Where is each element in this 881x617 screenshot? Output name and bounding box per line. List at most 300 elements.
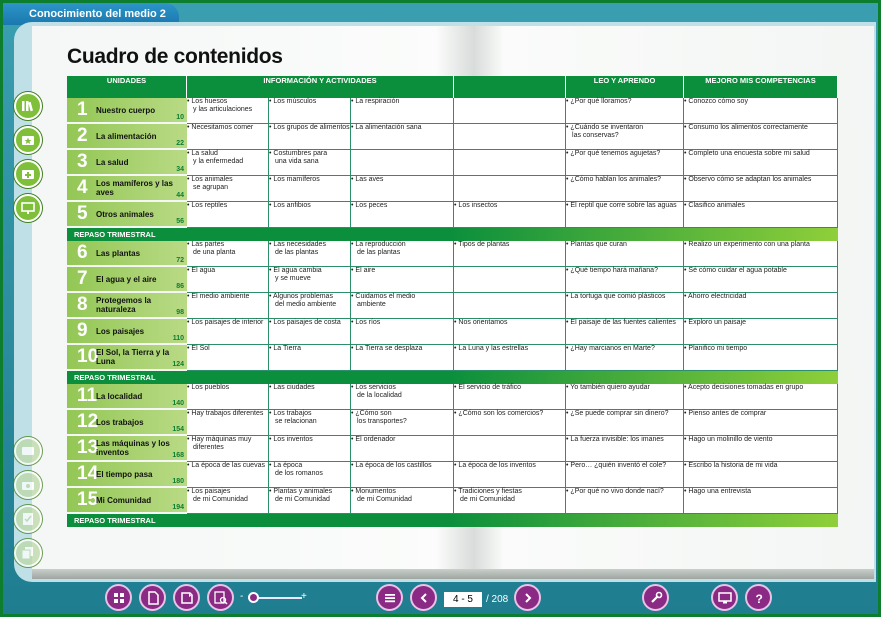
cell-text: de la localidad <box>357 392 402 399</box>
cell-info-1 <box>187 241 269 267</box>
cell-text: • Escribo la historia de mi vida <box>684 462 837 470</box>
cell-text: de mi Comunidad <box>275 496 330 503</box>
unit-name: Las máquinas y los inventos <box>96 439 170 457</box>
cell-info-2 <box>269 124 351 150</box>
cell-info-4 <box>454 319 566 345</box>
cell-text: • ¿Se puede comprar sin dinero? <box>566 410 683 418</box>
cell-text: • Los paisajes de interior <box>187 319 268 327</box>
cell-info-3 <box>351 241 454 267</box>
cell-text: • Sé cómo cuidar el agua potable <box>684 267 837 275</box>
cell-info-2 <box>269 488 351 514</box>
unit-page: 10 <box>176 114 184 121</box>
table-row <box>67 241 838 267</box>
cell-text: • La respiración <box>351 98 453 106</box>
cell-info-3 <box>351 293 454 319</box>
copy-button[interactable] <box>14 539 42 567</box>
cell-info-3 <box>351 462 454 488</box>
header-leo: LEO Y APRENDO <box>566 76 684 98</box>
unit-number: 14 <box>77 463 99 484</box>
keyboard-icon <box>21 444 35 458</box>
unit-cell[interactable] <box>67 267 187 293</box>
cell-text: • Monumentos <box>351 488 453 496</box>
unit-number: 15 <box>77 489 99 510</box>
cell-text: • Tradiciones y fiestas <box>454 488 565 496</box>
cell-text: se agrupan <box>193 184 229 191</box>
cell-text: • Las partes <box>187 241 268 249</box>
cell-text: • ¿Hay marcianos en Marte? <box>566 345 683 353</box>
unit-page: 72 <box>176 257 184 264</box>
cell-text: • ¿Cómo hablan los animales? <box>566 176 683 184</box>
cell-text: • La alimentación sana <box>351 124 453 132</box>
cell-info-1 <box>187 150 269 176</box>
cell-mejoro <box>684 98 838 124</box>
grid-icon <box>112 591 126 605</box>
unit-number: 8 <box>77 294 88 315</box>
zoom-slider-handle[interactable] <box>248 592 259 603</box>
library-button[interactable] <box>14 92 42 120</box>
unit-cell[interactable] <box>67 293 187 319</box>
book-edge <box>32 569 874 579</box>
cell-text: y la enfermedad <box>193 158 244 165</box>
cell-text: • Los peces <box>351 202 453 210</box>
cell-info-2 <box>269 202 351 228</box>
cell-text: • Los trabajos <box>269 410 350 418</box>
cell-info-3 <box>351 267 454 293</box>
cell-leo <box>566 319 684 345</box>
zoom-slider-track[interactable] <box>252 597 302 599</box>
index-button[interactable] <box>376 584 403 611</box>
unit-cell[interactable] <box>67 150 187 176</box>
cell-text: • Hay máquinas muy <box>187 436 268 444</box>
page-number-input[interactable] <box>444 592 482 607</box>
unit-cell[interactable] <box>67 410 187 436</box>
cell-info-1 <box>187 436 269 462</box>
grid-view-button[interactable] <box>105 584 132 611</box>
table-row <box>67 98 838 124</box>
star-folder-icon <box>21 133 35 147</box>
unit-number: 7 <box>77 268 88 289</box>
add-resource-button[interactable] <box>14 160 42 188</box>
unit-name: Mi Comunidad <box>96 495 152 505</box>
unit-page: 86 <box>176 283 184 290</box>
unit-cell[interactable] <box>67 345 187 371</box>
cell-info-2 <box>269 345 351 371</box>
unit-cell[interactable] <box>67 384 187 410</box>
cell-leo <box>566 176 684 202</box>
cell-mejoro <box>684 202 838 228</box>
cell-text: • El reptil que corre sobre las aguas <box>566 202 683 210</box>
unit-name: Protegemos la naturaleza <box>96 296 152 314</box>
cell-info-1 <box>187 98 269 124</box>
zoom-page-button[interactable] <box>207 584 234 611</box>
next-page-button[interactable] <box>514 584 541 611</box>
cell-info-3 <box>351 202 454 228</box>
cell-mejoro <box>684 384 838 410</box>
projector-button[interactable] <box>711 584 738 611</box>
add-folder-icon <box>21 167 35 181</box>
table-row <box>67 124 838 150</box>
cell-text: • Acepto decisiones tomadas en grupo <box>684 384 837 392</box>
list-icon <box>383 591 397 605</box>
cell-info-4 <box>454 345 566 371</box>
cell-text: • Costumbres para <box>269 150 350 158</box>
unit-page: 110 <box>172 335 184 342</box>
cell-text: • La salud <box>187 150 268 158</box>
table-row <box>67 462 838 488</box>
header-informacion-extra <box>454 76 566 98</box>
cell-info-4 <box>454 267 566 293</box>
unit-cell[interactable] <box>67 436 187 462</box>
unit-cell[interactable] <box>67 462 187 488</box>
unit-cell[interactable] <box>67 488 187 514</box>
unit-number: 3 <box>77 151 88 172</box>
cell-mejoro <box>684 488 838 514</box>
cell-text: • Las ciudades <box>269 384 350 392</box>
cell-text: las conservas? <box>572 132 619 139</box>
cell-text: • ¿Por qué tenemos agujetas? <box>566 150 683 158</box>
cell-info-3 <box>351 124 454 150</box>
cell-info-1 <box>187 410 269 436</box>
cell-info-2 <box>269 150 351 176</box>
unit-page: 194 <box>172 504 184 511</box>
cell-text: de una planta <box>193 249 236 256</box>
cell-text: diferentes <box>193 444 224 451</box>
unit-name: Otros animales <box>96 209 154 219</box>
cell-text: ambiente <box>357 301 386 308</box>
cell-text: • El agua <box>187 267 268 275</box>
cell-leo <box>566 267 684 293</box>
cell-text: • La Luna y las estrellas <box>454 345 565 353</box>
cell-info-4 <box>454 176 566 202</box>
cell-text: • Necesitamos comer <box>187 124 268 132</box>
cell-mejoro <box>684 267 838 293</box>
cell-text: • La época <box>269 462 350 470</box>
header-mejoro: MEJORO MIS COMPETENCIAS <box>684 76 838 98</box>
cell-text: • Los insectos <box>454 202 565 210</box>
cell-text: • El agua cambia <box>269 267 350 275</box>
unit-name: El Sol, la Tierra y la Luna <box>96 348 170 366</box>
cell-text: • Nos orientamos <box>454 319 565 327</box>
unit-name: Los trabajos <box>96 417 144 427</box>
cell-text: • ¿Por qué no vivo donde nací? <box>566 488 683 496</box>
cell-info-1 <box>187 488 269 514</box>
unit-number: 2 <box>77 125 88 146</box>
contents-table <box>67 76 838 527</box>
table-row <box>67 488 838 514</box>
unit-number: 1 <box>77 99 88 120</box>
unit-cell[interactable] <box>67 241 187 267</box>
camera-icon <box>21 478 35 492</box>
cell-text: • La tortuga que comió plásticos <box>566 293 683 301</box>
single-page-button[interactable] <box>139 584 166 611</box>
cell-text: una vida sana <box>275 158 319 165</box>
cell-text: • Los anfibios <box>269 202 350 210</box>
cell-info-1 <box>187 202 269 228</box>
cell-text: • Los ríos <box>351 319 453 327</box>
cell-text: • ¿Cómo son los comercios? <box>454 410 565 418</box>
repaso-label[interactable]: REPASO TRIMESTRAL <box>67 514 838 527</box>
unit-page: 34 <box>176 166 184 173</box>
cell-text: • Clasifico animales <box>684 202 837 210</box>
wrench-icon <box>649 591 663 605</box>
tools-button[interactable] <box>642 584 669 611</box>
cell-text: • La reproducción <box>351 241 453 249</box>
question-icon <box>752 591 766 605</box>
cell-info-4 <box>454 241 566 267</box>
cell-text: • Plantas que curan <box>566 241 683 249</box>
cell-text: • Los servicios <box>351 384 453 392</box>
cell-mejoro <box>684 319 838 345</box>
cell-leo <box>566 384 684 410</box>
cell-mejoro <box>684 345 838 371</box>
cell-info-2 <box>269 241 351 267</box>
cell-text: • Conozco cómo soy <box>684 98 837 106</box>
cell-mejoro <box>684 176 838 202</box>
cell-info-4 <box>454 124 566 150</box>
cell-text: de los romanos <box>275 470 323 477</box>
cell-info-2 <box>269 176 351 202</box>
unit-name: Los mamíferos y las aves <box>96 179 173 197</box>
camera-button[interactable] <box>14 471 42 499</box>
cell-leo <box>566 98 684 124</box>
cell-text: • Los grupos de alimentos <box>269 124 350 132</box>
cell-info-3 <box>351 98 454 124</box>
table-row <box>67 202 838 228</box>
cell-text: de mi Comunidad <box>193 496 248 503</box>
unit-name: Los paisajes <box>96 326 145 336</box>
table-row <box>67 176 838 202</box>
repaso-label[interactable]: REPASO TRIMESTRAL <box>67 371 838 384</box>
library-icon <box>21 99 35 113</box>
cell-leo <box>566 124 684 150</box>
cell-text: • El paisaje de las fuentes calientes <box>566 319 683 327</box>
cell-mejoro <box>684 436 838 462</box>
cell-text: del medio ambiente <box>275 301 337 308</box>
cell-text: • Los reptiles <box>187 202 268 210</box>
cell-text: • Pero… ¿quién inventó el cole? <box>566 462 683 470</box>
cell-text: • ¿Cómo son <box>351 410 453 418</box>
cell-text: los transportes? <box>357 418 407 425</box>
screen-icon <box>21 201 35 215</box>
cell-leo <box>566 202 684 228</box>
cell-text: • Hay trabajos diferentes <box>187 410 268 418</box>
cell-mejoro <box>684 150 838 176</box>
unit-cell[interactable] <box>67 202 187 228</box>
unit-cell[interactable] <box>67 124 187 150</box>
cell-text: • Cuidamos el medio <box>351 293 453 301</box>
cell-info-4 <box>454 202 566 228</box>
cell-info-2 <box>269 436 351 462</box>
cell-text: • El medio ambiente <box>187 293 268 301</box>
unit-number: 11 <box>77 385 98 406</box>
header-unidades: UNIDADES <box>67 76 187 98</box>
unit-number: 6 <box>77 242 88 263</box>
cell-info-2 <box>269 293 351 319</box>
chevron-left-icon <box>417 591 431 605</box>
cell-info-4 <box>454 150 566 176</box>
svg-text:?: ? <box>755 592 763 605</box>
cell-text: • Algunos problemas <box>269 293 350 301</box>
unit-page: 22 <box>176 140 184 147</box>
cell-text: • La época de los inventos <box>454 462 565 470</box>
presentation-button[interactable] <box>14 194 42 222</box>
cell-info-1 <box>187 293 269 319</box>
cell-info-3 <box>351 319 454 345</box>
cell-text: • Las aves <box>351 176 453 184</box>
cell-info-2 <box>269 384 351 410</box>
cell-text: • Los huesos <box>187 98 268 106</box>
keyboard-button[interactable] <box>14 437 42 465</box>
unit-number: 4 <box>77 177 88 198</box>
cell-text: de mi Comunidad <box>460 496 515 503</box>
cell-text: y se mueve <box>275 275 311 282</box>
zoom-in-label[interactable]: + <box>301 591 307 602</box>
cell-text: • La Tierra se desplaza <box>351 345 453 353</box>
unit-number: 10 <box>77 346 99 367</box>
cell-text: • Tipos de plantas <box>454 241 565 249</box>
header-informacion: INFORMACIÓN Y ACTIVIDADES <box>187 76 454 98</box>
cell-info-1 <box>187 384 269 410</box>
page-title: Cuadro de contenidos <box>67 45 283 68</box>
cell-leo <box>566 345 684 371</box>
cell-info-2 <box>269 267 351 293</box>
unit-page: 168 <box>172 452 184 459</box>
repaso-row <box>67 514 838 527</box>
cell-text: de las plantas <box>357 249 401 256</box>
cell-text: • Los paisajes <box>187 488 268 496</box>
cell-info-1 <box>187 124 269 150</box>
table-row <box>67 319 838 345</box>
zoom-page-icon <box>214 591 228 605</box>
page-icon <box>146 591 160 605</box>
cell-text: • La fuerza invisible: los imanes <box>566 436 683 444</box>
table-row <box>67 384 838 410</box>
cell-text: • Hago una entrevista <box>684 488 837 496</box>
cell-info-1 <box>187 176 269 202</box>
chevron-right-icon <box>521 591 535 605</box>
monitor-icon <box>718 591 732 605</box>
unit-name: Las plantas <box>96 248 141 258</box>
cell-text: • Hago un molinillo de viento <box>684 436 837 444</box>
bookmark-icon <box>180 591 194 605</box>
cell-info-1 <box>187 345 269 371</box>
help-button[interactable] <box>745 584 772 611</box>
cell-info-1 <box>187 319 269 345</box>
repaso-label[interactable]: REPASO TRIMESTRAL <box>67 228 838 241</box>
table-row <box>67 436 838 462</box>
cell-leo <box>566 488 684 514</box>
page-total: / 208 <box>486 594 509 605</box>
cell-info-3 <box>351 176 454 202</box>
cell-text: • Planifico mi tiempo <box>684 345 837 353</box>
unit-name: La localidad <box>96 391 143 401</box>
cell-text: • Observo cómo se adaptan los animales <box>684 176 837 184</box>
cell-mejoro <box>684 293 838 319</box>
bookmark-button[interactable] <box>173 584 200 611</box>
cell-text: • Completo una encuesta sobre mi salud <box>684 150 837 158</box>
table-row <box>67 267 838 293</box>
unit-number: 13 <box>77 437 99 458</box>
cell-info-4 <box>454 488 566 514</box>
repaso-row <box>67 228 838 241</box>
cell-text: • Los inventos <box>269 436 350 444</box>
cell-text: • La Tierra <box>269 345 350 353</box>
cell-info-3 <box>351 345 454 371</box>
cell-info-3 <box>351 488 454 514</box>
cell-leo <box>566 462 684 488</box>
activities-button[interactable] <box>14 505 42 533</box>
cell-info-1 <box>187 267 269 293</box>
unit-name: El agua y el aire <box>96 274 157 284</box>
unit-name: La alimentación <box>96 131 157 141</box>
cell-text: de las plantas <box>275 249 319 256</box>
zoom-out-label[interactable]: - <box>240 591 244 602</box>
cell-text: • La época de los castillos <box>351 462 453 470</box>
cell-info-4 <box>454 436 566 462</box>
cell-info-1 <box>187 462 269 488</box>
cell-text: • ¿Por qué lloramos? <box>566 98 683 106</box>
cell-info-3 <box>351 436 454 462</box>
previous-page-button[interactable] <box>410 584 437 611</box>
cell-info-3 <box>351 410 454 436</box>
unit-page: 44 <box>176 192 184 199</box>
cell-leo <box>566 410 684 436</box>
cell-info-4 <box>454 384 566 410</box>
unit-page: 124 <box>172 361 184 368</box>
cell-text: y las articulaciones <box>193 106 253 113</box>
table-row <box>67 150 838 176</box>
unit-cell[interactable] <box>67 98 187 124</box>
cell-leo <box>566 150 684 176</box>
cell-mejoro <box>684 124 838 150</box>
unit-number: 5 <box>77 203 88 224</box>
cell-leo <box>566 241 684 267</box>
cell-text: • Los pueblos <box>187 384 268 392</box>
cell-text: • Consumo los alimentos correctamente <box>684 124 837 132</box>
unit-cell[interactable] <box>67 176 187 202</box>
cell-mejoro <box>684 462 838 488</box>
unit-name: El tiempo pasa <box>96 469 153 479</box>
unit-page: 98 <box>176 309 184 316</box>
cell-info-2 <box>269 462 351 488</box>
cell-leo <box>566 436 684 462</box>
cell-text: • ¿Cuándo se inventaron <box>566 124 683 132</box>
unit-number: 12 <box>77 411 99 432</box>
cell-text: • Pienso antes de comprar <box>684 410 837 418</box>
cell-text: • Realizo un experimento con una planta <box>684 241 837 249</box>
cell-text: • Los animales <box>187 176 268 184</box>
cell-info-4 <box>454 410 566 436</box>
unit-cell[interactable] <box>67 319 187 345</box>
unit-page: 140 <box>172 400 184 407</box>
cell-info-4 <box>454 462 566 488</box>
cell-text: • Exploro un paisaje <box>684 319 837 327</box>
unit-page: 154 <box>172 426 184 433</box>
cell-text: • Los paisajes de costa <box>269 319 350 327</box>
unit-page: 180 <box>172 478 184 485</box>
cell-mejoro <box>684 410 838 436</box>
cell-text: • Los mamíferos <box>269 176 350 184</box>
favorites-button[interactable] <box>14 126 42 154</box>
cell-text: • Plantas y animales <box>269 488 350 496</box>
book-title: Conocimiento del medio 2 <box>29 8 166 20</box>
cell-text: • El servicio de tráfico <box>454 384 565 392</box>
cell-text: • El ordenador <box>351 436 453 444</box>
unit-number: 9 <box>77 320 88 341</box>
cell-mejoro <box>684 241 838 267</box>
checklist-icon <box>21 512 35 526</box>
cell-text: • El aire <box>351 267 453 275</box>
